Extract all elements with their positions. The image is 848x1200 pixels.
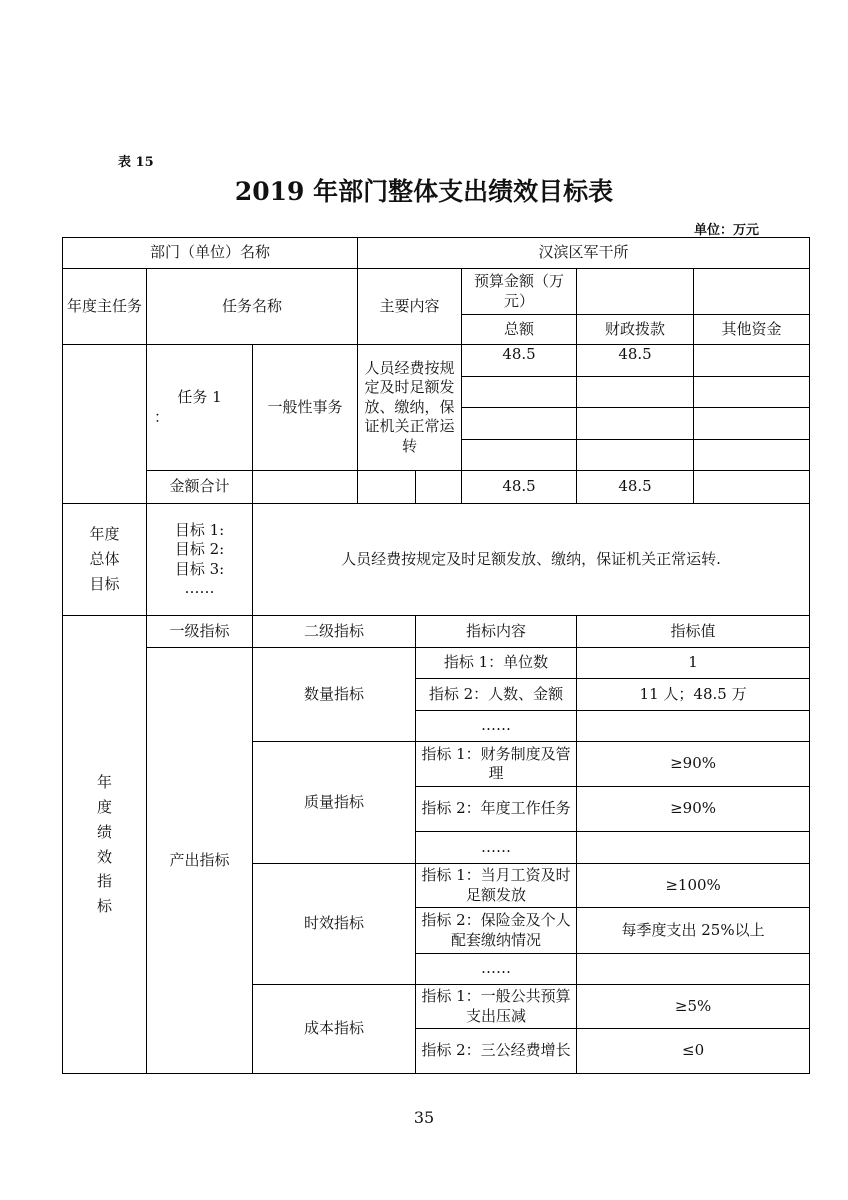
indicator-content: 指标 1：单位数: [416, 648, 577, 679]
goal-list: 目标 1: 目标 2: 目标 3: ……: [147, 504, 253, 616]
indicator-value: ≥90%: [577, 742, 810, 787]
dept-value: 汉滨区军干所: [358, 238, 810, 269]
indicator-content: 指标 2：保险金及个人配套缴纳情况: [416, 908, 577, 954]
task1-total: 48.5: [462, 345, 577, 377]
indicator-content: 指标 1：当月工资及时足额发放: [416, 864, 577, 908]
output-indicator-label: 产出指标: [147, 648, 253, 1074]
indicator-value: ≥90%: [577, 787, 810, 832]
task1-name: 一般性事务: [253, 345, 358, 471]
overall-goal-row: [63, 504, 810, 616]
budget-header: 预算金额（万元）: [462, 269, 577, 315]
quality-indicator-label: 质量指标: [253, 742, 416, 864]
indicator-value: ≥100%: [577, 864, 810, 908]
overall-goal-text: 人员经费按规定及时足额发放、缴纳，保证机关正常运转.: [253, 504, 810, 616]
total-header: 总额: [462, 315, 577, 345]
task-header-row: [63, 269, 810, 315]
indicator-header-row: [63, 616, 810, 648]
indicator-content: 指标 1：一般公共预算支出压减: [416, 985, 577, 1029]
indicator-value: ≥5%: [577, 985, 810, 1029]
indicator-value: 1: [577, 648, 810, 679]
indicator-content: ……: [416, 832, 577, 864]
indicator-value: [577, 954, 810, 985]
sum-fiscal: 48.5: [577, 471, 694, 504]
table-number-label: 表 15: [118, 155, 154, 170]
dept-label: 部门（单位）名称: [63, 238, 358, 269]
main-content-header: 主要内容: [358, 269, 462, 345]
task1-fiscal: 48.5: [577, 345, 694, 377]
task1-label: 任务 1 ：: [147, 345, 253, 471]
indicator-content: 指标 1：财务制度及管理: [416, 742, 577, 787]
indicator-section-label: 年度绩效指标: [63, 616, 147, 1074]
task-name-header: 任务名称: [147, 269, 358, 345]
indicator-content: ……: [416, 711, 577, 742]
indicator-row: [63, 648, 810, 679]
overall-goal-label: 年度总体目标: [63, 504, 147, 616]
task1-row: [63, 345, 810, 377]
sum-label: 金额合计: [147, 471, 253, 504]
indicator-value: ≤0: [577, 1029, 810, 1074]
value-header: 指标值: [577, 616, 810, 648]
indicator-value: 11 人；48.5 万: [577, 679, 810, 711]
quantity-indicator-label: 数量指标: [253, 648, 416, 742]
indicator-value: [577, 832, 810, 864]
level1-header: 一级指标: [147, 616, 253, 648]
indicator-content: 指标 2：三公经费增长: [416, 1029, 577, 1074]
page-number: 35: [413, 1108, 435, 1127]
cost-indicator-label: 成本指标: [253, 985, 416, 1074]
timeliness-indicator-label: 时效指标: [253, 864, 416, 985]
task1-content: 人员经费按规定及时足额发放、缴纳，保证机关正常运转: [358, 345, 462, 471]
content-header: 指标内容: [416, 616, 577, 648]
sum-row: [63, 471, 810, 504]
sum-total: 48.5: [462, 471, 577, 504]
indicator-value: [577, 711, 810, 742]
document-title: 2019 年部门整体支出绩效目标表: [234, 177, 614, 206]
other-header: 其他资金: [694, 315, 810, 345]
indicator-content: 指标 2：年度工作任务: [416, 787, 577, 832]
unit-label: 单位：万元: [694, 223, 760, 238]
performance-target-table: [62, 237, 810, 1074]
annual-task-header: 年度主任务: [63, 269, 147, 345]
indicator-value: 每季度支出 25%以上: [577, 908, 810, 954]
dept-row: [63, 238, 810, 269]
fiscal-header: 财政拨款: [577, 315, 694, 345]
indicator-content: 指标 2：人数、金额: [416, 679, 577, 711]
indicator-content: ……: [416, 954, 577, 985]
level2-header: 二级指标: [253, 616, 416, 648]
